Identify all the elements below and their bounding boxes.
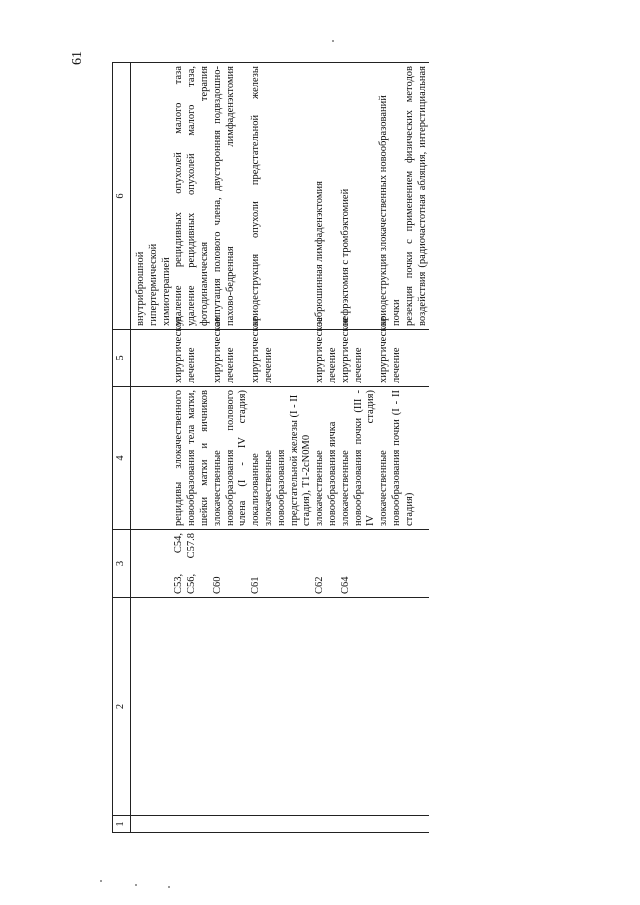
icd-codes: C61 (250, 530, 314, 598)
treatment-line: криодеструкция опухоли предстательной железы (250, 66, 262, 326)
therapy-type: хирургическое лечение (378, 330, 429, 387)
column-header: 6 (113, 63, 131, 330)
treatment-cell (378, 63, 429, 330)
treatment-line: забрюшинная лимфаденэктомия (314, 181, 326, 326)
column-header: 3 (113, 530, 131, 598)
scan-speck (332, 40, 334, 42)
table-row (173, 63, 211, 833)
table-row (378, 63, 429, 833)
icd-codes: C62 (314, 530, 340, 598)
column-header: 2 (113, 598, 131, 816)
table-row (314, 63, 340, 833)
treatment-cell (135, 63, 173, 330)
column-number-row (113, 63, 131, 833)
table-row (250, 63, 314, 833)
therapy-type: хирургическое лечение (314, 330, 340, 387)
page-number: 61 (70, 51, 85, 65)
column-header: 1 (113, 816, 131, 833)
rotated-table-page (112, 63, 562, 833)
treatment-cell (173, 63, 211, 330)
column-header: 5 (113, 330, 131, 387)
therapy-type: хирургическое лечение (173, 330, 211, 387)
treatment-line: криодеструкция злокачественных новообразований почки (378, 95, 402, 326)
treatment-cell (314, 63, 340, 330)
diagnosis: злокачественные новообразования полового члена (I - IV стадия) (212, 387, 250, 530)
treatment-line: удаление рецидивных опухолей малого таза, фотодинамическая терапия (186, 66, 210, 326)
table-row (135, 63, 173, 833)
treatment-cell (340, 63, 378, 330)
table-row (212, 63, 250, 833)
icd-codes: C64 (340, 530, 378, 598)
treatment-line: удаление рецидивных опухолей малого таза (173, 66, 185, 326)
scan-speck (135, 884, 137, 886)
treatment-line: резекция почки с применением физических методов воздействия (радиочастотная абляция, интерстициальная (403, 66, 428, 326)
treatment-line: ампутация полового члена, двусторонняя подвздошно-пахово-бедренная лимфаденэктомия (211, 66, 236, 326)
scan-speck (168, 886, 170, 888)
treatment-table (112, 62, 429, 833)
therapy-type: хирургическое лечение (250, 330, 314, 387)
therapy-type: хирургическое лечение (340, 330, 378, 387)
treatment-cell (212, 63, 250, 330)
treatment-line: нефрэктомия с тромбэктомией (339, 188, 351, 326)
scan-speck (100, 880, 102, 882)
diagnosis: злокачественные новообразования почки (III - IV стадия) (340, 387, 378, 530)
treatment-cell (250, 63, 314, 330)
therapy-type: хирургическое лечение (212, 330, 250, 387)
diagnosis: злокачественные новообразования почки (I - II стадия) (378, 387, 429, 530)
treatment-line: внутрибрюшной (135, 251, 146, 326)
diagnosis: злокачественные новообразования яичка (314, 387, 340, 530)
icd-codes: C53, C54, C56, C57.8 (173, 530, 211, 598)
table-row (340, 63, 378, 833)
treatment-line: гипертермической (147, 243, 159, 326)
diagnosis: локализованные злокачественные новообразования предстательной железы (I - II стадия), T1-2cN0M0 (250, 387, 314, 530)
column-header: 4 (113, 387, 131, 530)
icd-codes: C60 (212, 530, 250, 598)
diagnosis: рецидивы злокачественного новообразования тела матки, шейки матки и яичников (173, 387, 211, 530)
treatment-line: химиотерапией (160, 257, 172, 326)
icd-codes (378, 530, 429, 598)
